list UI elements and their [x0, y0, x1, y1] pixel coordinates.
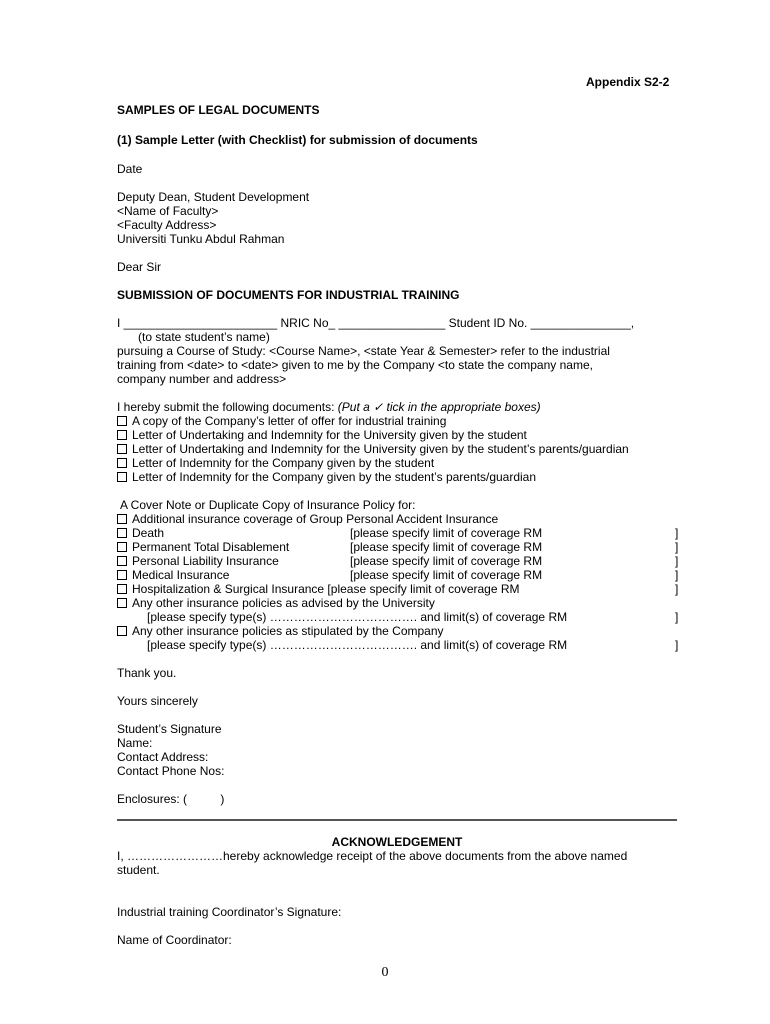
bracket-close: ] [675, 638, 679, 652]
coverage-limit: [please specify limit of coverage RM [350, 554, 543, 568]
checklist-item [117, 624, 444, 638]
bracket-close: ] [675, 554, 679, 568]
submit-intro [117, 400, 541, 414]
coordinator-signature-label: Industrial training Coordinator’s Signature: [117, 905, 342, 919]
acknowledgement-line: student. [117, 863, 160, 877]
checklist-label: Any other insurance policies as advised by the University [132, 596, 435, 610]
body-line: (to state student’s name) [138, 330, 270, 344]
bracket-close: ] [675, 540, 679, 554]
address-line: <Faculty Address> [117, 218, 217, 232]
checklist-label: Personal Liability Insurance [132, 554, 279, 568]
name-label: Name: [117, 736, 153, 750]
bracket-close: ] [675, 582, 679, 596]
body-line: pursuing a Course of Study: <Course Name>, <state Year & Semester> refer to the industrial [117, 344, 610, 358]
coverage-detail: [please specify type(s) ………………………………. and limit(s) of coverage RM [147, 610, 568, 624]
body-line: I _______________________ NRIC No_ ________________ Student ID No. _______________, [117, 316, 635, 330]
checklist-label: A copy of the Company’s letter of offer for industrial training [132, 414, 447, 428]
salutation: Dear Sir [117, 260, 162, 274]
body-line: company number and address> [117, 372, 287, 386]
address-line: Universiti Tunku Abdul Rahman [117, 232, 285, 246]
checklist-item [117, 596, 435, 610]
checklist-item [117, 568, 229, 582]
enclosures-label: Enclosures: ( ) [117, 792, 225, 806]
subject-heading: SUBMISSION OF DOCUMENTS FOR INDUSTRIAL TRAINING [117, 288, 460, 302]
closing-text: Yours sincerely [117, 694, 198, 708]
checkbox[interactable] [117, 430, 127, 440]
checklist-item [117, 470, 536, 484]
checkbox[interactable] [117, 514, 127, 524]
checklist-label: Death [132, 526, 165, 540]
coverage-limit: [please specify limit of coverage RM [350, 568, 543, 582]
bracket-close: ] [675, 568, 679, 582]
checklist-item [117, 456, 434, 470]
checkbox[interactable] [117, 570, 127, 580]
insurance-intro: A Cover Note or Duplicate Copy of Insurance Policy for: [120, 498, 416, 512]
submit-hint: (Put a ✓ tick in the appropriate boxes) [337, 400, 541, 414]
checkbox[interactable] [117, 444, 127, 454]
checkbox[interactable] [117, 416, 127, 426]
checklist-item [117, 540, 289, 554]
checklist-item [117, 428, 527, 442]
checklist-label: Letter of Indemnity for the Company given by the student’s parents/guardian [132, 470, 537, 484]
checkbox[interactable] [117, 458, 127, 468]
contact-address-label: Contact Address: [117, 750, 209, 764]
address-line: Deputy Dean, Student Development [117, 190, 310, 204]
checklist-item [117, 554, 279, 568]
document-title: SAMPLES OF LEGAL DOCUMENTS [117, 103, 320, 117]
checklist-item [117, 414, 446, 428]
checklist-label: Medical Insurance [132, 568, 230, 582]
document-subtitle: (1) Sample Letter (with Checklist) for submission of documents [117, 133, 478, 147]
acknowledgement-title: ACKNOWLEDGEMENT [331, 835, 463, 849]
checklist-label: Letter of Undertaking and Indemnity for the University given by the student’s parents/guardian [132, 442, 629, 456]
coverage-limit: [please specify limit of coverage RM [350, 540, 543, 554]
checklist-label: Permanent Total Disablement [132, 540, 290, 554]
checklist-label: Letter of Indemnity for the Company given by the student [132, 456, 435, 470]
thanks-text: Thank you. [117, 666, 177, 680]
checkbox[interactable] [117, 556, 127, 566]
acknowledgement-line: I, ……………………hereby acknowledge receipt of the above documents from the above named [117, 849, 628, 863]
appendix-label: Appendix S2-2 [586, 75, 670, 89]
checkbox[interactable] [117, 472, 127, 482]
checklist-label: Additional insurance coverage of Group Personal Accident Insurance [132, 512, 499, 526]
checklist-item [117, 512, 498, 526]
checkbox[interactable] [117, 598, 127, 608]
checkbox[interactable] [117, 528, 127, 538]
signature-label: Student’s Signature [117, 722, 222, 736]
page-number: 0 [381, 965, 389, 980]
coordinator-name-label: Name of Coordinator: [117, 933, 232, 947]
checklist-label: Any other insurance policies as stipulated by the Company [132, 624, 444, 638]
checkbox[interactable] [117, 542, 127, 552]
submit-intro-text: I hereby submit the following documents: [117, 400, 335, 414]
checkbox[interactable] [117, 584, 127, 594]
checklist-label: Hospitalization & Surgical Insurance [please specify limit of coverage RM [132, 582, 520, 596]
address-line: <Name of Faculty> [117, 204, 219, 218]
section-divider [117, 819, 677, 821]
checklist-label: Letter of Undertaking and Indemnity for the University given by the student [132, 428, 527, 442]
date-label: Date [117, 162, 143, 176]
coverage-limit: [please specify limit of coverage RM [350, 526, 543, 540]
contact-phone-label: Contact Phone Nos: [117, 764, 225, 778]
checklist-item [117, 582, 520, 596]
checklist-item [117, 526, 164, 540]
coverage-detail: [please specify type(s) ………………………………. and limit(s) of coverage RM [147, 638, 568, 652]
checkbox[interactable] [117, 626, 127, 636]
body-line: training from <date> to <date> given to me by the Company <to state the company name, [117, 358, 593, 372]
checklist-item [117, 442, 629, 456]
bracket-close: ] [675, 526, 679, 540]
bracket-close: ] [675, 610, 679, 624]
